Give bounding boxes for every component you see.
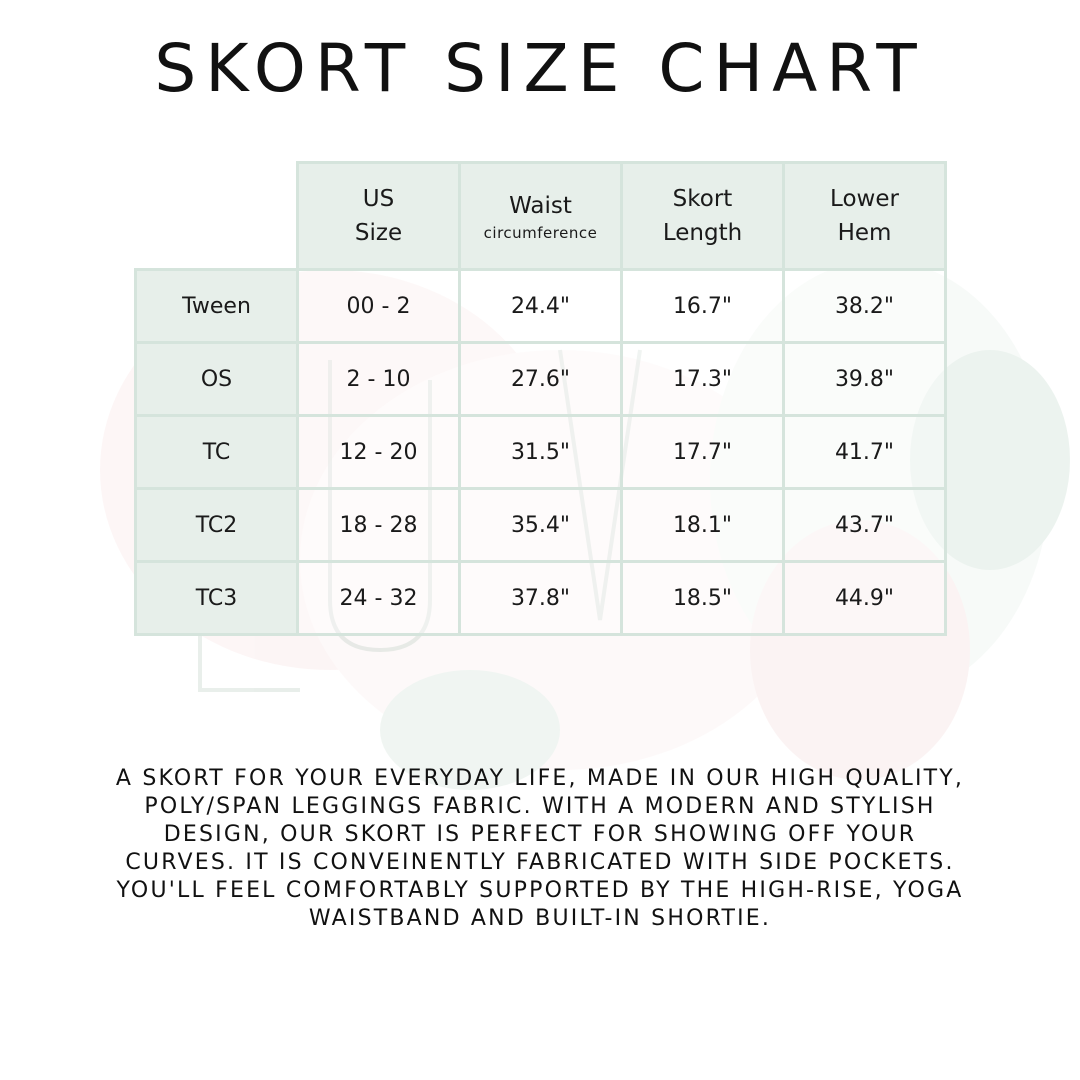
table-row — [136, 343, 946, 416]
row-label: TC3 — [136, 562, 298, 635]
header-length-line-1: Skort — [672, 186, 733, 212]
header-waist — [460, 163, 622, 270]
product-description: A SKORT FOR YOUR EVERYDAY LIFE, MADE IN OUR HIGH QUALITY, POLY/SPAN LEGGINGS FABRIC. WITH A MODERN AND STYLISH DESIGN, OUR SKORT IS PERFECT FOR SHOWING OFF YOUR CURVES. IT IS CONVEINENTLY FABRICATED WITH SIDE POCKETS. YOU'LL FEEL COMFORTABLY SUPPORTED BY THE HIGH-RISE, YOGA WAISTBAND AND BUILT-IN SHORTIE. — [115, 766, 965, 931]
waist-cell: 37.8" — [460, 562, 622, 635]
us-size-cell: 24 - 32 — [298, 562, 460, 635]
size-table — [134, 161, 947, 636]
table-row — [136, 562, 946, 635]
table-header-row — [136, 163, 946, 270]
length-cell: 16.7" — [622, 270, 784, 343]
row-label: Tween — [136, 270, 298, 343]
hem-cell: 43.7" — [784, 489, 946, 562]
waist-cell: 31.5" — [460, 416, 622, 489]
waist-cell: 24.4" — [460, 270, 622, 343]
header-hem-line-2: Hem — [837, 220, 892, 246]
hem-cell: 44.9" — [784, 562, 946, 635]
us-size-cell: 2 - 10 — [298, 343, 460, 416]
header-corner-cell — [136, 163, 298, 270]
length-cell: 17.7" — [622, 416, 784, 489]
header-us-size-line-2: Size — [354, 220, 403, 246]
table-row — [136, 270, 946, 343]
us-size-cell: 18 - 28 — [298, 489, 460, 562]
header-us-size — [298, 163, 460, 270]
header-us-size-line-1: US — [362, 186, 395, 212]
table-row — [136, 416, 946, 489]
hem-cell: 41.7" — [784, 416, 946, 489]
header-waist-line-1: Waist — [509, 193, 572, 219]
page-title: SKORT SIZE CHART — [154, 30, 926, 107]
hem-cell: 38.2" — [784, 270, 946, 343]
length-cell: 18.1" — [622, 489, 784, 562]
header-lower-hem — [784, 163, 946, 270]
row-label: OS — [136, 343, 298, 416]
header-skort-length — [622, 163, 784, 270]
row-label: TC — [136, 416, 298, 489]
row-label: TC2 — [136, 489, 298, 562]
us-size-cell: 12 - 20 — [298, 416, 460, 489]
length-cell: 18.5" — [622, 562, 784, 635]
waist-cell: 35.4" — [460, 489, 622, 562]
header-waist-sub: circumference — [483, 224, 598, 242]
header-hem-line-1: Lower — [830, 186, 899, 212]
length-cell: 17.3" — [622, 343, 784, 416]
header-length-line-2: Length — [662, 220, 743, 246]
table-row — [136, 489, 946, 562]
us-size-cell: 00 - 2 — [298, 270, 460, 343]
hem-cell: 39.8" — [784, 343, 946, 416]
waist-cell: 27.6" — [460, 343, 622, 416]
